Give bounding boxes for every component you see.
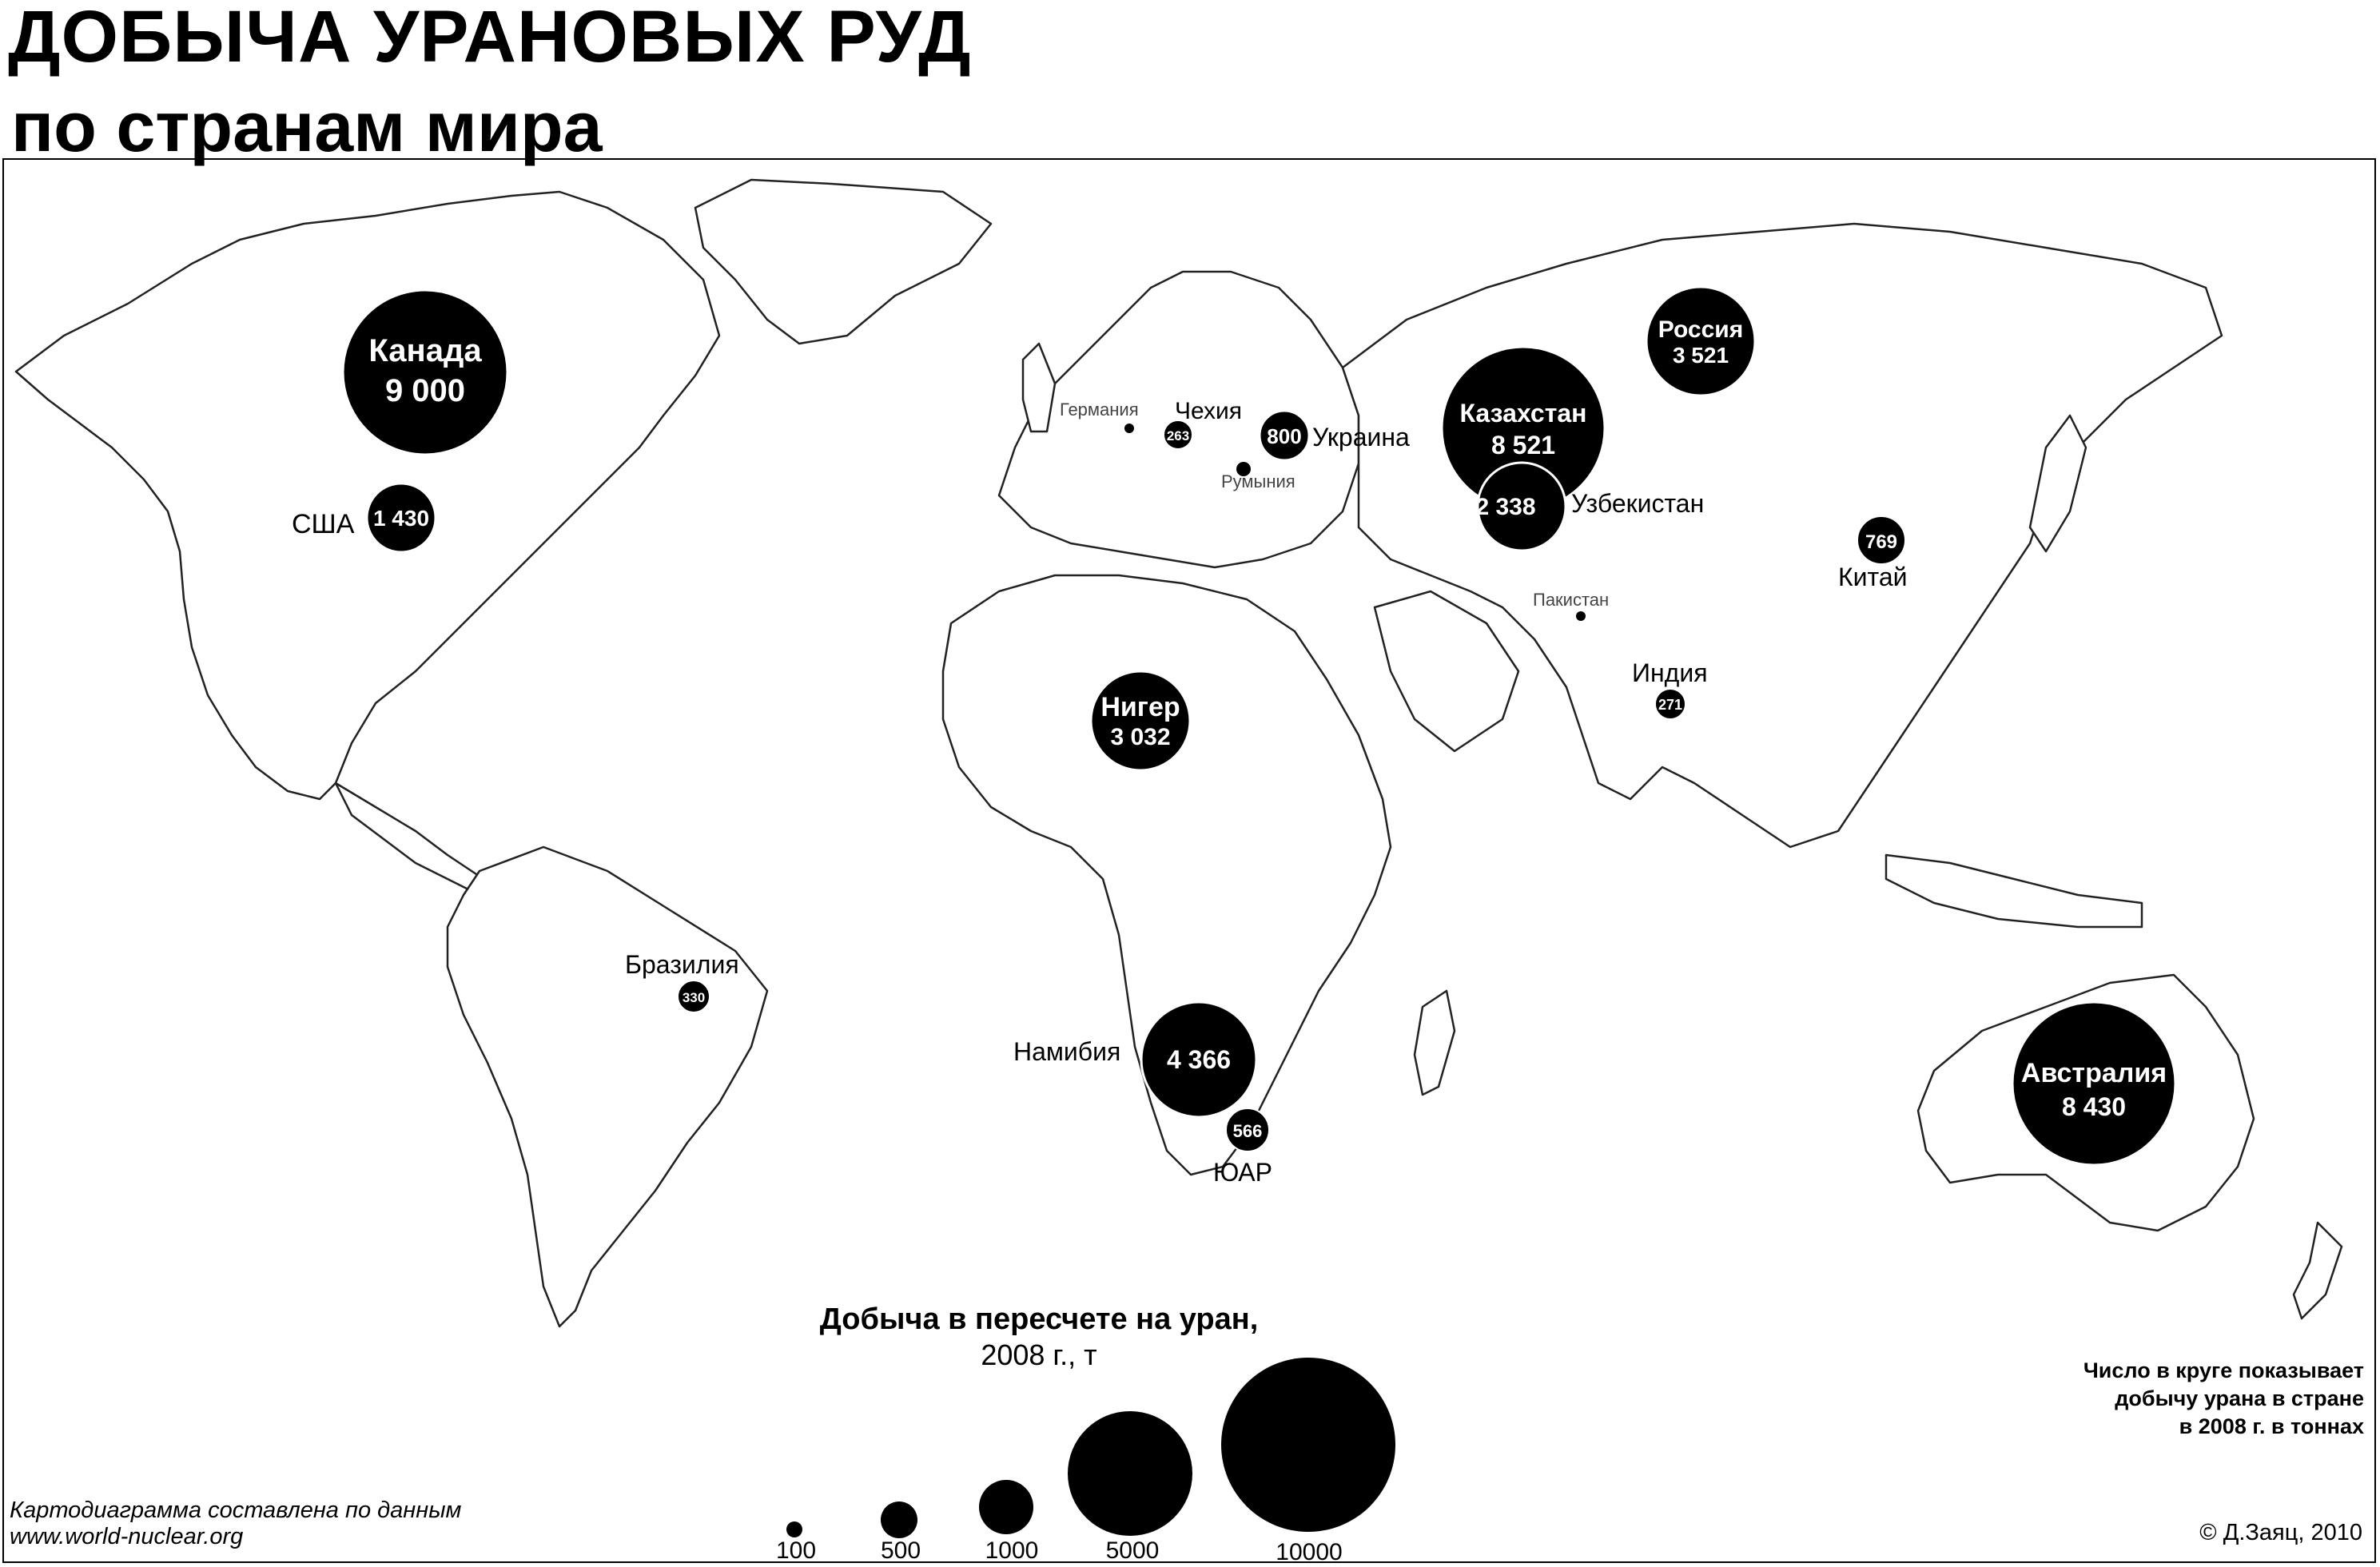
arabia-shape (1375, 591, 1518, 751)
pakistan-label: Пакистан (1533, 590, 1610, 610)
legend-circle-5000 (1068, 1411, 1192, 1536)
south-america-shape (448, 847, 767, 1326)
usa-label: США (292, 509, 355, 539)
russia-label: Россия (1658, 316, 1744, 343)
kazakhstan-label: Казахстан (1459, 399, 1587, 428)
brazil-label: Бразилия (625, 950, 739, 979)
legend-label-5000: 5000 (1105, 1537, 1160, 1564)
canada-circle (343, 290, 507, 455)
legend-label-1000: 1000 (985, 1537, 1039, 1564)
source-block (10, 1497, 461, 1550)
kazakhstan-value: 8 521 (1490, 431, 1556, 459)
note-line-2: добычу урана в стране (2115, 1386, 2364, 1410)
note-block (2083, 1357, 2364, 1441)
central-america-shape (336, 783, 496, 895)
niger-value: 3 032 (1110, 724, 1171, 750)
canada-value: 9 000 (384, 373, 466, 408)
canada-label: Канада (368, 333, 482, 368)
niger-label: Нигер (1100, 692, 1180, 722)
china-label: Китай (1838, 563, 1908, 591)
china-value: 769 (1865, 531, 1898, 553)
legend-title: Добыча в пересчете на уран, (819, 1303, 1259, 1336)
ukraine-value: 800 (1267, 424, 1302, 448)
russia-value: 3 521 (1672, 343, 1729, 368)
germany-dot (1124, 424, 1134, 433)
new-zealand-shape (2294, 1223, 2342, 1318)
czech-label: Чехия (1175, 398, 1243, 424)
czech-value: 263 (1166, 428, 1190, 443)
legend-label-100: 100 (775, 1537, 817, 1564)
source-line-1: Картодиаграмма составлена по данным (10, 1497, 462, 1523)
map-subtitle: по странам мира (11, 87, 603, 166)
rsa-label: ЮАР (1213, 1158, 1272, 1187)
australia-value: 8 430 (2061, 1092, 2127, 1121)
pakistan-dot (1576, 611, 1586, 621)
greenland-shape (695, 180, 991, 344)
asia-shape (1343, 224, 2222, 847)
source-url: www.world-nuclear.org (10, 1524, 244, 1549)
legend-circle-100 (786, 1521, 802, 1537)
usa-value: 1 430 (372, 506, 430, 531)
rsa-value: 566 (1232, 1121, 1263, 1141)
copyright: © Д.Заяц, 2010 (2199, 1520, 2362, 1545)
india-value: 271 (1658, 697, 1683, 713)
uzbekistan-label: Узбекистан (1571, 489, 1705, 518)
legend-circles (786, 1358, 1395, 1538)
legend-circle-1000 (979, 1480, 1033, 1534)
ukraine-label: Украина (1312, 423, 1410, 451)
madagascar-shape (1415, 991, 1455, 1095)
legend-circle-10000 (1221, 1358, 1395, 1532)
uk-shape (1023, 344, 1055, 432)
germany-label: Германия (1060, 400, 1139, 420)
namibia-label: Намибия (1013, 1037, 1121, 1066)
note-line-1: Число в круге показывает (2083, 1358, 2364, 1382)
map-title: ДОБЫЧА УРАНОВЫХ РУД (8, 0, 972, 78)
uzbekistan-value: 2 338 (1475, 494, 1536, 520)
romania-label: Румыния (1221, 471, 1295, 491)
note-line-3: в 2008 г. в тоннах (2179, 1414, 2364, 1438)
indonesia-shape (1886, 855, 2142, 927)
legend-label-500: 500 (880, 1537, 921, 1564)
india-label: Индия (1632, 658, 1708, 687)
legend-subtitle: 2008 г., т (981, 1338, 1097, 1371)
north-america-shape (16, 192, 719, 799)
australia-label: Австралия (2020, 1058, 2167, 1088)
namibia-value: 4 366 (1166, 1045, 1232, 1074)
brazil-value: 330 (682, 990, 706, 1005)
legend-label-10000: 10000 (1276, 1539, 1343, 1565)
legend-circle-500 (881, 1501, 917, 1538)
